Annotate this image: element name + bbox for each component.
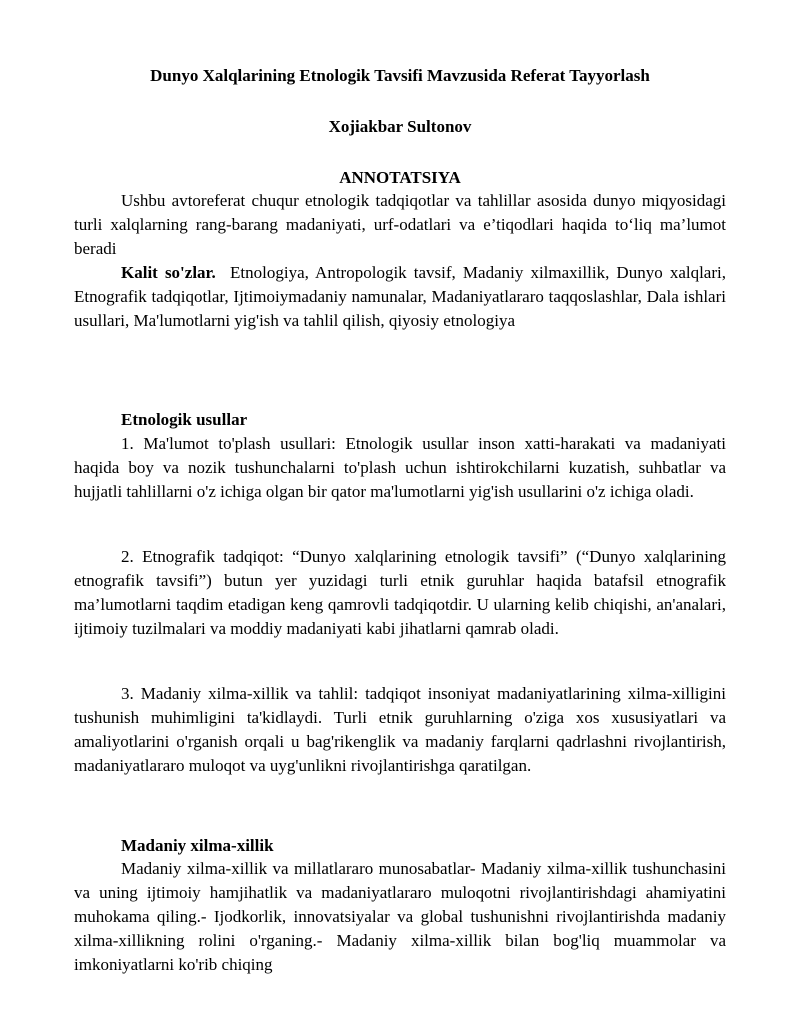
methods-paragraph-3: 3. Madaniy xilma-xillik va tahlil: tadqiqot insoniyat madaniyatlarining xilma-xilligini tushunish muhimligini ta'kidlaydi. Turli etnik guruhlarning o'ziga xos xususiyatlari va amaliyotlarini o'rganish orqali u bag'rikenglik va madaniy farqlarni qadrlashni rivojlantirish, madaniyatlararo muloqot va uyg'unlikni rivojlantirishga qaratilgan. (74, 684, 726, 775)
section-heading-cultural-diversity: Madaniy xilma-xillik (121, 836, 274, 855)
keywords-label: Kalit so'zlar. (121, 263, 216, 282)
annotation-paragraph: Ushbu avtoreferat chuqur etnologik tadqiqotlar va tahlillar asosida dunyo miqyosidagi turli xalqlarning rang-barang madaniyati, urf-odatlari va e’tiqodlari haqida to‘liq ma’lumot beradi (74, 191, 726, 258)
keywords-list: Etnologiya, Antropologik tavsif, Madaniy xilmaxillik, Dunyo xalqlari, Etnografik tadqiqotlar, Ijtimoiymadaniy namunalar, Madaniyatlararo taqqoslashlar, Dala ishlari usullari, Ma'lumotlarni yig'ish va tahlil qilish, qiyosiy etnologiya (74, 263, 726, 330)
methods-paragraph-2: 2. Etnografik tadqiqot: “Dunyo xalqlarining etnologik tavsifi” (“Dunyo xalqlarining etnografik tavsifi”) butun yer yuzidagi turli etnik guruhlar haqida batafsil etnografik ma’lumotlarni taqdim etadigan keng qamrovli tadqiqotdir. U ularning kelib chiqishi, an'analari, ijtimoiy tuzilmalari va moddiy madaniyati kabi jihatlarni qamrab oladi. (74, 547, 726, 638)
diversity-paragraph: Madaniy xilma-xillik va millatlararo munosabatlar- Madaniy xilma-xillik tushunchasini va uning ijtimoiy hamjihatlik va madaniyatlararo muloqotni rivojlantirishdagi ahamiyatini muhokama qiling.- Ijodkorlik, innovatsiyalar va global tushunishni rivojlantirishda madaniy xilma-xillikning rolini o'rganing.- Madaniy xilma-xillik bilan bog'liq muammolar va imkoniyatlarni ko'rib chiqing (74, 859, 726, 974)
methods-paragraph-1: 1. Ma'lumot to'plash usullari: Etnologik usullar inson xatti-harakati va madaniyati haqida boy va nozik tushunchalarni to'plash uchun ishtirokchilarni kuzatish, suhbatlar va hujjatli tahlillarni o'z ichiga olgan bir qator ma'lumotlarni yig'ish usullarini o'z ichiga oladi. (74, 434, 726, 501)
keywords-paragraph (74, 261, 726, 333)
document-author: Xojiakbar Sultonov (328, 117, 472, 136)
section-heading-ethnologic-methods: Etnologik usullar (121, 410, 248, 429)
annotation-heading: ANNOTATSIYA (339, 168, 461, 187)
document-title: Dunyo Xalqlarining Etnologik Tavsifi Mavzusida Referat Tayyorlash (150, 66, 650, 85)
